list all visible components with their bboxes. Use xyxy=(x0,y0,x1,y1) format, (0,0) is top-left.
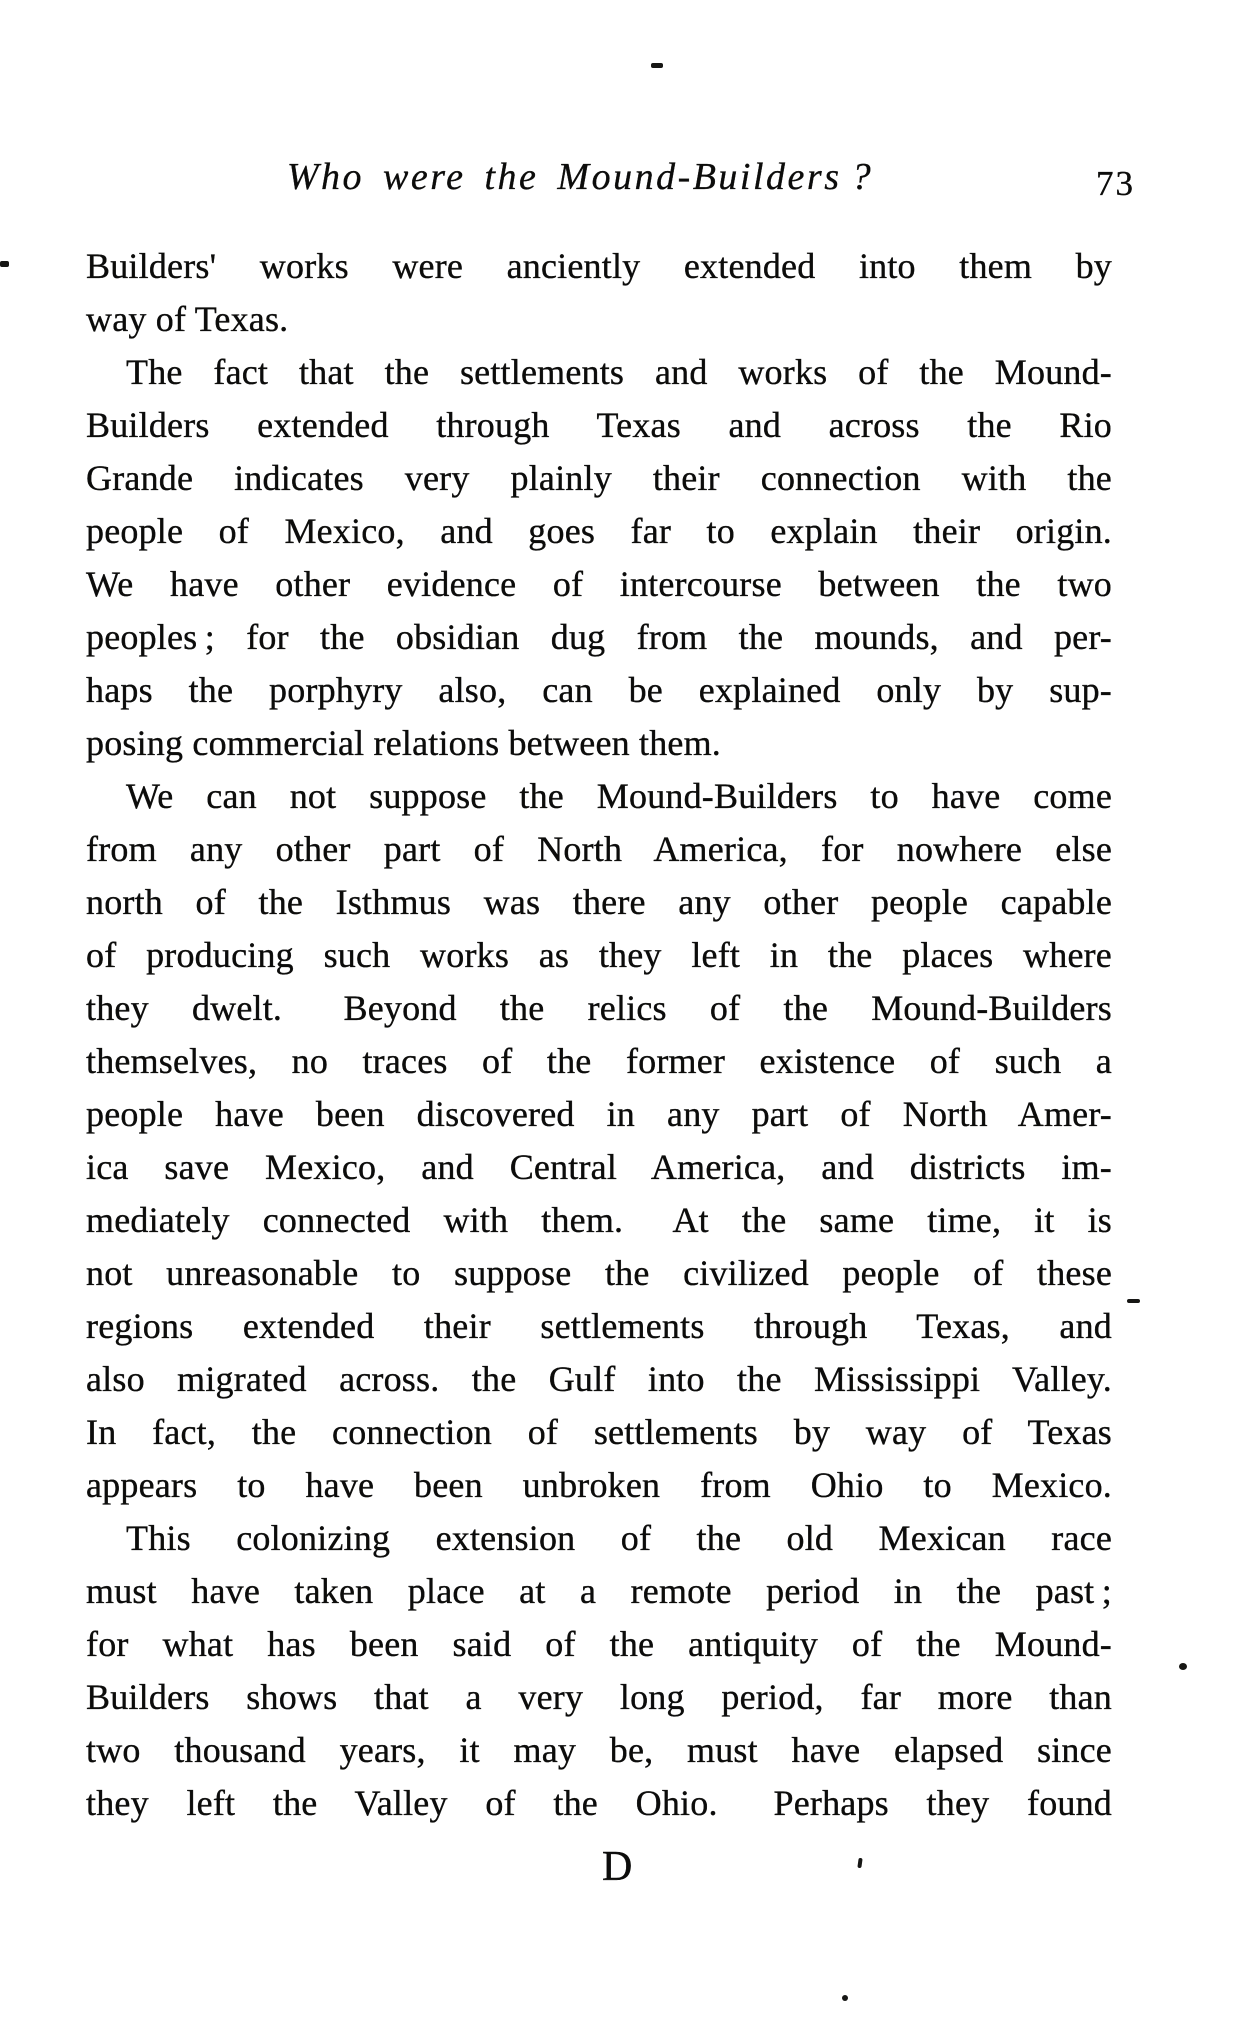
text-line: haps the porphyry also, can be explained only by sup- xyxy=(86,670,1112,710)
text-line: of producing such works as they left in the places where xyxy=(86,935,1112,975)
text-line: they dwelt. Beyond the relics of the Mound-Builders xyxy=(86,988,1112,1028)
text-line: they left the Valley of the Ohio. Perhaps they found xyxy=(86,1783,1112,1823)
text-line: must have taken place at a remote period in the past ; xyxy=(86,1571,1112,1611)
text-line: way of Texas. xyxy=(86,299,289,339)
text-line: two thousand years, it may be, must have elapsed since xyxy=(86,1730,1112,1770)
text-line: Grande indicates very plainly their connection with the xyxy=(86,458,1112,498)
text-line: north of the Isthmus was there any other people capable xyxy=(86,882,1112,922)
text-line: We can not suppose the Mound-Builders to have come xyxy=(126,776,1112,816)
text-line: Builders shows that a very long period, far more than xyxy=(86,1677,1112,1717)
text-line: peoples ; for the obsidian dug from the mounds, and per- xyxy=(86,617,1112,657)
scan-artifact xyxy=(651,63,663,68)
text-line: people of Mexico, and goes far to explain their origin. xyxy=(86,511,1112,551)
scan-artifact xyxy=(842,1995,848,2001)
text-line: ica save Mexico, and Central America, and districts im- xyxy=(86,1147,1112,1187)
scan-artifact xyxy=(1127,1299,1140,1303)
text-line: mediately connected with them. At the same time, it is xyxy=(86,1200,1112,1240)
text-line: posing commercial relations between them. xyxy=(86,723,722,763)
text-line: In fact, the connection of settlements by way of Texas xyxy=(86,1412,1112,1452)
scan-artifact xyxy=(1179,1663,1187,1670)
scan-artifact xyxy=(0,261,9,267)
page-number: 73 xyxy=(1096,164,1135,203)
text-line: not unreasonable to suppose the civilized people of these xyxy=(86,1253,1112,1293)
text-line: Builders extended through Texas and across the Rio xyxy=(86,405,1112,445)
text-line: people have been discovered in any part of North Amer- xyxy=(86,1094,1112,1134)
text-line: for what has been said of the antiquity of the Mound- xyxy=(86,1624,1112,1664)
text-line: appears to have been unbroken from Ohio to Mexico. xyxy=(86,1465,1112,1505)
text-line: The fact that the settlements and works of the Mound- xyxy=(126,352,1112,392)
text-line: from any other part of North America, for nowhere else xyxy=(86,829,1112,869)
printer-signature-mark: D xyxy=(602,1844,633,1890)
scan-artifact xyxy=(857,1858,862,1868)
running-head-title: Who were the Mound-Builders ? xyxy=(286,156,874,198)
text-line: This colonizing extension of the old Mexican race xyxy=(126,1518,1112,1558)
text-line: also migrated across. the Gulf into the Mississippi Valley. xyxy=(86,1359,1112,1399)
text-line: regions extended their settlements through Texas, and xyxy=(86,1306,1112,1346)
text-line: Builders' works were anciently extended into them by xyxy=(86,246,1112,286)
body-text-block xyxy=(86,240,1112,1830)
text-line: themselves, no traces of the former existence of such a xyxy=(86,1041,1112,1081)
text-line: We have other evidence of intercourse between the two xyxy=(86,564,1112,604)
